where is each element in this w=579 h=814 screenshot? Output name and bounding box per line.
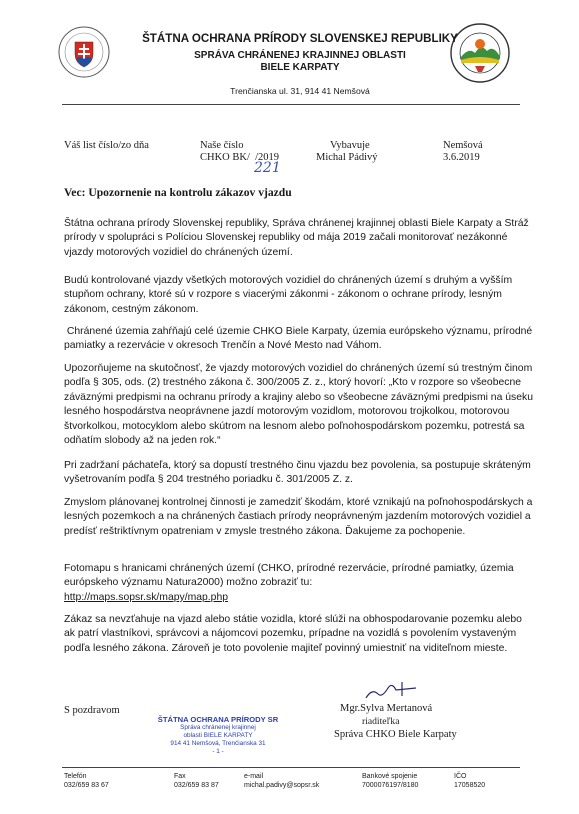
bank-label: Bankové spojenie — [362, 773, 418, 780]
our-number-value: CHKO BK/ /2019 — [200, 152, 280, 163]
email-label: e-mail — [244, 773, 264, 780]
place-label: Nemšová — [443, 140, 483, 151]
paragraph-2 — [64, 274, 534, 317]
paragraph-1 — [64, 217, 534, 260]
handled-by-value: Michal Pádivý — [316, 152, 378, 163]
paragraph-3-text: Chránené územia zahŕňajú celé územie CHKO Biele Karpaty, územia európskeho významu, prírodné pamiatky a rezervácie v okresoch Trenčín a Nové Mesto nad Váhom. — [64, 326, 536, 352]
email-value: michal.padivy@sopsr.sk — [244, 782, 320, 789]
handwritten-signature-icon — [362, 680, 422, 704]
paragraph-5 — [64, 459, 534, 488]
paragraph-4-text: Upozorňujeme na skutočnosť, že vjazdy motorových vozidiel do chránených území sú trestným činom podľa § 305, ods. (2) trestného zákona č. 300/2005 Z. z., ktorý hovorí: „Kto v rozpore so všeobecne záväznými predpismi na ochranu prírody a krajiny alebo so všeobecne záväznými predpismi na úseku lesného hospodárstva neoprávnene jazdí motorovým vozidlom, motorovou trojkolkou, motorovou štvorkolkou, motocyklom alebo skútrom na lesnom alebo poľnohospodárskom pozemku, potrestá sa odňatím slobody až na jeden rok.“ — [64, 363, 533, 447]
stamp-line-5: - 1 - — [212, 748, 224, 755]
paragraph-8 — [64, 613, 534, 656]
header-divider — [62, 104, 520, 105]
paragraph-7-text: Fotomapu s hranicami chránených území (CHKO, prírodné rezervácie, prírodné pamiatky, územia európskeho významu Natura2000) možno zobraziť tu: — [64, 563, 514, 589]
footer-phone — [64, 772, 109, 790]
stamp-line-4: 914 41 Nemšová, Trenčianska 31 — [170, 740, 266, 747]
stamp-line-1: ŠTÁTNA OCHRANA PRÍRODY SR — [157, 715, 279, 724]
org-name-line3: BIELE KARPATY — [260, 62, 340, 73]
subject-line: Vec: Upozornenie na kontrolu zákazov vjazdu — [64, 186, 292, 199]
ico-label: IČO — [454, 773, 467, 780]
paragraph-2-text: Budú kontrolované vjazdy všetkých motorových vozidiel do chránených území s druhým a vyšším stupňom ochrany, ktoré sú v rozpore s viacerými zákonmi - zákonom o ochrane prírody, lesným zákonom, cestným zákonom. — [64, 275, 513, 315]
map-link[interactable]: http://maps.sopsr.sk/mapy/map.php — [64, 592, 229, 603]
footer-ico — [454, 772, 485, 790]
paragraph-1-text: Štátna ochrana prírody Slovenskej republiky, Správa chránenej krajinnej oblasti Biele Karpaty a Stráž prírody v spolupráci s Políciou Slovenskej republiky od mája 2019 začali monitorovať nezákonné vjazdy motorových vozidiel do chránených území. — [64, 218, 529, 258]
your-letter-label: Váš list číslo/zo dňa — [64, 140, 149, 151]
paragraph-6-text: Zmyslom plánovanej kontrolnej činnosti je zamedziť škodám, ktoré vznikajú na poľnohospodárskych a lesných pozemkoch a na chránených častiach prírody neoprávneným jazdením motorových vozidiel a predísť reštriktívnym opatreniam v zmysle trestného zákona. Ďakujeme za pochopenie. — [64, 497, 533, 537]
org-address: Trenčianska ul. 31, 914 41 Nemšová — [230, 86, 370, 96]
footer-divider — [62, 767, 520, 768]
letter-date: 3.6.2019 — [443, 152, 480, 163]
paragraph-7 — [64, 562, 534, 591]
org-name-line2: SPRÁVA CHRÁNENEJ KRAJINNEJ OBLASTI — [194, 50, 406, 61]
paragraph-3 — [64, 325, 534, 354]
closing-regards: S pozdravom — [64, 705, 120, 716]
left-logo — [58, 26, 110, 78]
signer-role: riaditeľka — [362, 716, 400, 727]
signer-name: Mgr.Sylva Mertanová — [340, 703, 433, 714]
ico-value: 17058520 — [454, 782, 486, 789]
paragraph-8-text: Zákaz sa nevzťahuje na vjazd alebo státie vozidla, ktoré slúži na obhospodarovanie pozemku alebo ak patrí vlastníkovi, správcovi a nájomcovi pozemku, prípadne na vozidlá s povolením vystaveným podľa lesného zákona. Zároveň je toto povolenie majiteľ povinný umiestniť na viditeľnom mieste. — [64, 614, 522, 654]
footer-bank — [362, 772, 418, 790]
handwritten-number: 221 — [254, 160, 281, 176]
paragraph-4 — [64, 362, 534, 448]
stamp-line-2: Správa chránenej krajinnej — [180, 724, 256, 731]
our-number-label: Naše číslo — [200, 140, 244, 151]
paragraph-5-text: Pri zadržaní páchateľa, ktorý sa dopustí trestného činu vjazdu bez povolenia, sa postupuje skráteným vyšetrovaním podľa § 204 trestného poriadku č. 301/2005 Z. z. — [64, 460, 531, 486]
phone-value: 032/659 83 67 — [64, 782, 109, 789]
stamp-line-3: oblasti BIELE KARPATY — [183, 732, 253, 739]
bank-value: 7000076197/8180 — [362, 782, 419, 789]
shield-emblem-icon — [58, 26, 110, 78]
official-stamp — [150, 716, 286, 756]
org-name-line1: ŠTÁTNA OCHRANA PRÍRODY SLOVENSKEJ REPUBLIKY — [142, 32, 458, 45]
paragraph-6 — [64, 496, 534, 539]
footer-email — [244, 772, 319, 790]
footer-fax — [174, 772, 219, 790]
signer-org: Správa CHKO Biele Karpaty — [334, 729, 457, 740]
fax-value: 032/659 83 87 — [174, 782, 219, 789]
fax-label: Fax — [174, 773, 186, 780]
handled-by-label: Vybavuje — [330, 140, 370, 151]
map-link-wrap — [64, 591, 534, 605]
phone-label: Telefón — [64, 773, 87, 780]
